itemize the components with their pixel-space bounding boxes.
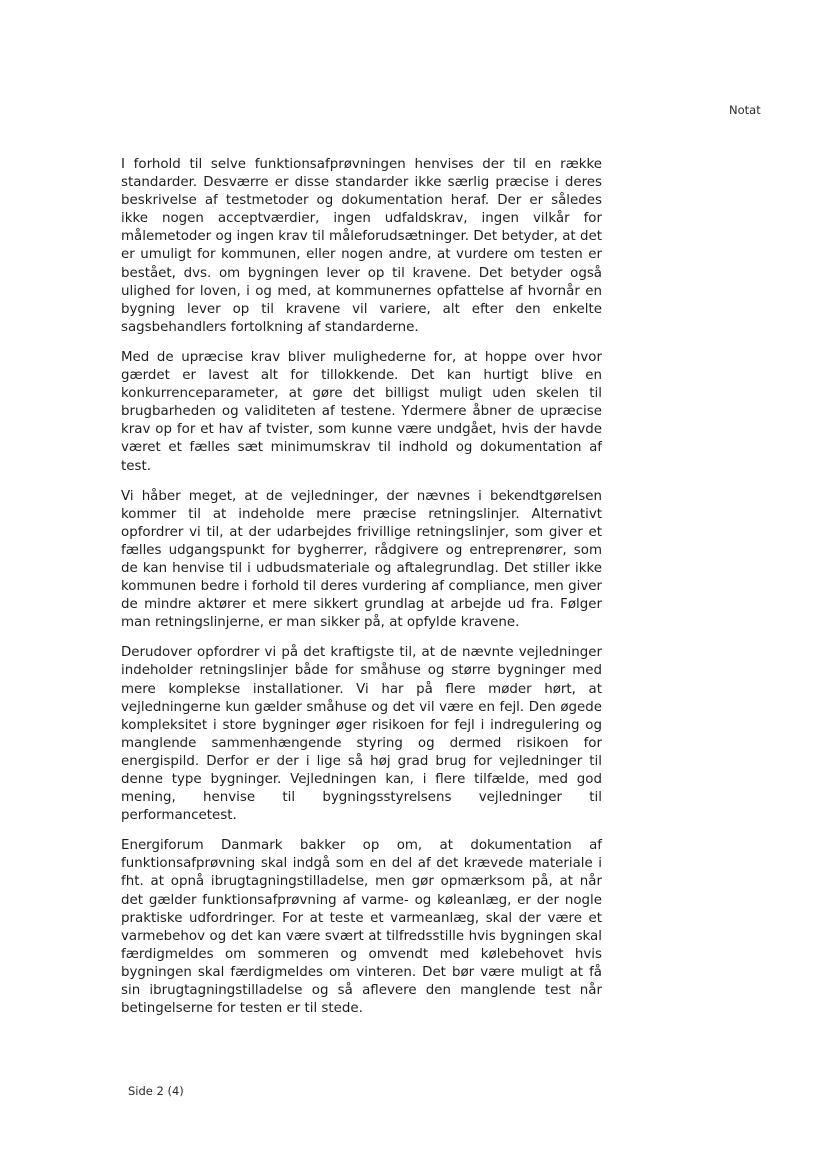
paragraph-2: Med de upræcise krav bliver mulighederne for, at hoppe over hvor gærdet er lavest alt for tillokkende. Det kan hurtigt blive en konkurrenceparameter, at gøre det billigst muligt uden skelen til brugbarheden og validiteten af testene. Ydermere åbner de upræcise krav op for et hav af tvister, som kunne være undgået, hvis der havde været et fælles sæt minimumskrav til indhold og dokumentation af test. <box>121 349 602 474</box>
paragraph-4: Derudover opfordrer vi på det kraftigste til, at de nævnte vejledninger indeholder retningslinjer både for småhuse og større bygninger med mere komplekse installationer. Vi har på flere møder hørt, at vejledningerne kun gælder småhuse og det vil være en fejl. Den øgede kompleksitet i store bygninger øger risikoen for fejl i indregulering og manglende sammenhængende styring og dermed risikoen for energispild. Derfor er der i lige så høj grad brug for vejledninger til denne type bygninger. Vejledningen kan, i flere tilfælde, med god mening, henvise til bygningsstyrelsens vejledninger til performancetest. <box>121 645 602 824</box>
document-body <box>121 156 602 1030</box>
paragraph-5: Energiforum Danmark bakker op om, at dokumentation af funktionsafprøvning skal indgå som en del af det krævede materiale i fht. at opnå ibrugtagningstilladelse, men gør opmærksom på, at når det gælder funktionsafprøvning af varme- og køleanlæg, er der nogle praktiske udfordringer. For at teste et varmeanlæg, skal der være et varmebehov og det kan være svært at tilfredsstille hvis bygningen skal færdigmeldes om sommeren og omvendt med kølebehovet hvis bygningen skal færdigmeldes om vinteren. Det bør være muligt at få sin ibrugtagningstilladelse og så aflevere den manglende test når betingelserne for testen er til stede. <box>121 838 602 1017</box>
paragraph-3: Vi håber meget, at de vejledninger, der nævnes i bekendtgørelsen kommer til at indeholde mere præcise retningslinjer. Alternativt opfordrer vi til, at der udarbejdes frivillige retningslinjer, som giver et fælles udgangspunkt for bygherrer, rådgivere og entreprenører, som de kan henvise til i udbudsmateriale og aftalegrundlag. Det stiller ikke kommunen bedre i forhold til deres vurdering af compliance, men giver de mindre aktører et mere sikkert grundlag at arbejde ud fra. Følger man retningslinjerne, er man sikker på, at opfylde kravene. <box>121 488 602 631</box>
page-number: Side 2 (4) <box>128 1084 184 1098</box>
paragraph-1: I forhold til selve funktionsafprøvningen henvises der til en række standarder. Desværre er disse standarder ikke særlig præcise i deres beskrivelse af testmetoder og dokumentation heraf. Der er således ikke nogen acceptværdier, ingen udfaldskrav, ingen vilkår for målemetoder og ingen krav til måleforudsætninger. Det betyder, at det er umuligt for kommunen, eller nogen andre, at vurdere om testen er bestået, dvs. om bygningen lever op til kravene. Det betyder også ulighed for loven, i og med, at kommunernes opfattelse af hvornår en bygning lever op til kravene vil variere, alt efter den enkelte sagsbehandlers fortolkning af standarderne. <box>121 157 602 335</box>
document-type-label: Notat <box>729 103 761 117</box>
